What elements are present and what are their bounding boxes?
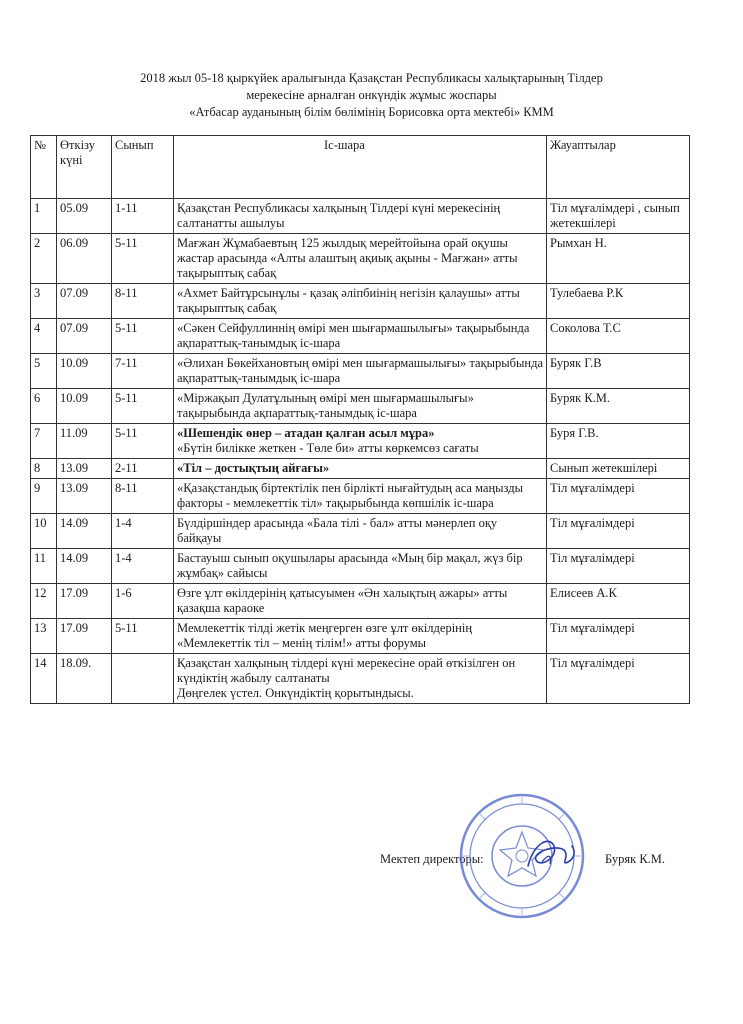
row-grade: 1-4 bbox=[112, 549, 174, 584]
row-responsible: Буряк К.М. bbox=[547, 389, 690, 424]
row-date: 06.09 bbox=[57, 234, 112, 284]
col-header-responsible: Жауаптылар bbox=[547, 136, 690, 199]
row-event bbox=[174, 389, 547, 424]
row-event bbox=[174, 319, 547, 354]
row-event bbox=[174, 479, 547, 514]
event-text: «Ахмет Байтұрсынұлы - қазақ әліпбиінің негізін қалаушы» атты тақырыптық сабақ bbox=[177, 286, 520, 315]
row-number: 7 bbox=[31, 424, 57, 459]
row-responsible: Буря Г.В. bbox=[547, 424, 690, 459]
row-grade: 5-11 bbox=[112, 619, 174, 654]
row-number: 3 bbox=[31, 284, 57, 319]
event-text: Бастауыш сынып оқушылары арасында «Мың бір мақал, жүз бір жұмбақ» сайысы bbox=[177, 551, 523, 580]
table-row bbox=[31, 424, 690, 459]
row-date: 17.09 bbox=[57, 584, 112, 619]
table-row bbox=[31, 514, 690, 549]
table-row bbox=[31, 234, 690, 284]
row-responsible: Елисеев А.К bbox=[547, 584, 690, 619]
event-text: «Міржақып Дулатұлының өмірі мен шығармашылығы» тақырыбында ақпараттық-танымдық іс-шара bbox=[177, 391, 474, 420]
row-date: 11.09 bbox=[57, 424, 112, 459]
table-row bbox=[31, 654, 690, 704]
row-number: 9 bbox=[31, 479, 57, 514]
row-number: 14 bbox=[31, 654, 57, 704]
event-subtext: Дөңгелек үстел. Онкүндіктің қорытындысы. bbox=[177, 686, 414, 700]
event-text: «Тіл – достықтың айғағы» bbox=[177, 461, 330, 475]
row-date: 05.09 bbox=[57, 199, 112, 234]
row-grade: 7-11 bbox=[112, 354, 174, 389]
table-row bbox=[31, 459, 690, 479]
row-grade: 8-11 bbox=[112, 479, 174, 514]
row-event bbox=[174, 514, 547, 549]
header-line-3: «Атбасар ауданының білім бөлімінің Борисовка орта мектебі» КММ bbox=[189, 105, 554, 119]
row-event bbox=[174, 584, 547, 619]
table-row bbox=[31, 584, 690, 619]
row-responsible: Тіл мұғалімдері bbox=[547, 549, 690, 584]
col-header-event: Іс-шара bbox=[174, 136, 547, 199]
row-responsible: Соколова Т.С bbox=[547, 319, 690, 354]
event-text: Өзге ұлт өкілдерінің қатысуымен «Ән халықтың ажары» атты қазақша караоке bbox=[177, 586, 508, 615]
row-number: 1 bbox=[31, 199, 57, 234]
row-responsible: Тіл мұғалімдері , сынып жетекшілері bbox=[547, 199, 690, 234]
row-grade: 5-11 bbox=[112, 424, 174, 459]
event-text: «Қазақстандық біртектілік пен бірлікті нығайтудың аса маңызды факторы - мемлекеттік тіл» тақырыбында көпшілік іс-шара bbox=[177, 481, 524, 510]
row-number: 12 bbox=[31, 584, 57, 619]
row-grade: 5-11 bbox=[112, 319, 174, 354]
col-header-grade: Сынып bbox=[112, 136, 174, 199]
row-grade: 1-11 bbox=[112, 199, 174, 234]
row-event bbox=[174, 619, 547, 654]
event-text: «Сәкен Сейфуллиннің өмірі мен шығармашылығы» тақырыбында ақпараттық-танымдық іс-шара bbox=[177, 321, 530, 350]
row-date: 13.09 bbox=[57, 459, 112, 479]
row-event bbox=[174, 354, 547, 389]
row-event bbox=[174, 549, 547, 584]
row-event bbox=[174, 284, 547, 319]
signature-icon bbox=[520, 832, 580, 877]
row-grade: 1-6 bbox=[112, 584, 174, 619]
row-grade: 5-11 bbox=[112, 234, 174, 284]
row-date: 07.09 bbox=[57, 284, 112, 319]
row-event bbox=[174, 424, 547, 459]
row-responsible: Тіл мұғалімдері bbox=[547, 654, 690, 704]
event-text: Қазақстан Республикасы халқының Тілдері күні мерекесінің салтанатты ашылуы bbox=[177, 201, 501, 230]
row-date: 07.09 bbox=[57, 319, 112, 354]
director-name: Буряк К.М. bbox=[605, 852, 666, 866]
row-number: 8 bbox=[31, 459, 57, 479]
row-responsible: Тіл мұғалімдері bbox=[547, 619, 690, 654]
row-event bbox=[174, 459, 547, 479]
header-line-1: 2018 жыл 05-18 қыркүйек аралығында Қазақстан Республикасы халықтарының Тілдер bbox=[140, 71, 603, 85]
event-text: Мағжан Жұмабаевтың 125 жылдық мерейтойына орай оқушы жастар арасында «Алты алаштың ақиық ақыны - Мағжан» атты тақырыптық сабақ bbox=[177, 236, 518, 280]
row-grade: 2-11 bbox=[112, 459, 174, 479]
row-grade: 1-4 bbox=[112, 514, 174, 549]
table-row bbox=[31, 354, 690, 389]
table-row bbox=[31, 549, 690, 584]
row-date: 14.09 bbox=[57, 514, 112, 549]
row-responsible: Сынып жетекшілері bbox=[547, 459, 690, 479]
director-label: Мектеп директоры: bbox=[380, 852, 484, 866]
row-grade: 5-11 bbox=[112, 389, 174, 424]
event-text: Қазақстан халқының тілдері күні мерекесіне орай өткізілген он күндіктің жабылу салтанаты bbox=[177, 656, 516, 685]
event-text: Бүлдіршіндер арасында «Бала тілі - бал» атты мәнерлеп оқу байқауы bbox=[177, 516, 498, 545]
plan-table bbox=[30, 135, 690, 704]
row-responsible: Тіл мұғалімдері bbox=[547, 514, 690, 549]
row-responsible: Рымхан Н. bbox=[547, 234, 690, 284]
col-header-date: Өткізу күні bbox=[57, 136, 112, 199]
table-row bbox=[31, 479, 690, 514]
table-header-row bbox=[31, 136, 690, 199]
row-date: 14.09 bbox=[57, 549, 112, 584]
row-date: 10.09 bbox=[57, 389, 112, 424]
row-event bbox=[174, 234, 547, 284]
row-number: 5 bbox=[31, 354, 57, 389]
row-date: 13.09 bbox=[57, 479, 112, 514]
header-line-2: мерекесіне арналған онкүндік жұмыс жоспары bbox=[246, 88, 497, 102]
row-date: 17.09 bbox=[57, 619, 112, 654]
row-grade bbox=[112, 654, 174, 704]
row-number: 4 bbox=[31, 319, 57, 354]
table-row bbox=[31, 389, 690, 424]
table-row bbox=[31, 319, 690, 354]
row-number: 10 bbox=[31, 514, 57, 549]
row-number: 11 bbox=[31, 549, 57, 584]
row-grade: 8-11 bbox=[112, 284, 174, 319]
document-header bbox=[0, 70, 743, 121]
row-event bbox=[174, 199, 547, 234]
row-date: 18.09. bbox=[57, 654, 112, 704]
event-text: «Шешендік өнер – атадан қалған асыл мұра» bbox=[177, 426, 435, 440]
row-responsible: Буряк Г.В bbox=[547, 354, 690, 389]
row-responsible: Тіл мұғалімдері bbox=[547, 479, 690, 514]
row-event bbox=[174, 654, 547, 704]
table-row bbox=[31, 284, 690, 319]
row-number: 2 bbox=[31, 234, 57, 284]
row-responsible: Тулебаева Р.К bbox=[547, 284, 690, 319]
col-header-number: № bbox=[31, 136, 57, 199]
table-row bbox=[31, 199, 690, 234]
row-number: 6 bbox=[31, 389, 57, 424]
row-number: 13 bbox=[31, 619, 57, 654]
table-row bbox=[31, 619, 690, 654]
row-date: 10.09 bbox=[57, 354, 112, 389]
event-text: «Әлихан Бөкейхановтың өмірі мен шығармашылығы» тақырыбында ақпараттық-танымдық іс-шара bbox=[177, 356, 544, 385]
event-text: Мемлекеттік тілді жетік меңгерген өзге ұлт өкілдерінің «Мемлекеттік тіл – менің тілім!» атты форумы bbox=[177, 621, 473, 650]
event-subtext: «Бүтін билікке жеткен - Төле би» атты көркемсөз сағаты bbox=[177, 441, 479, 455]
